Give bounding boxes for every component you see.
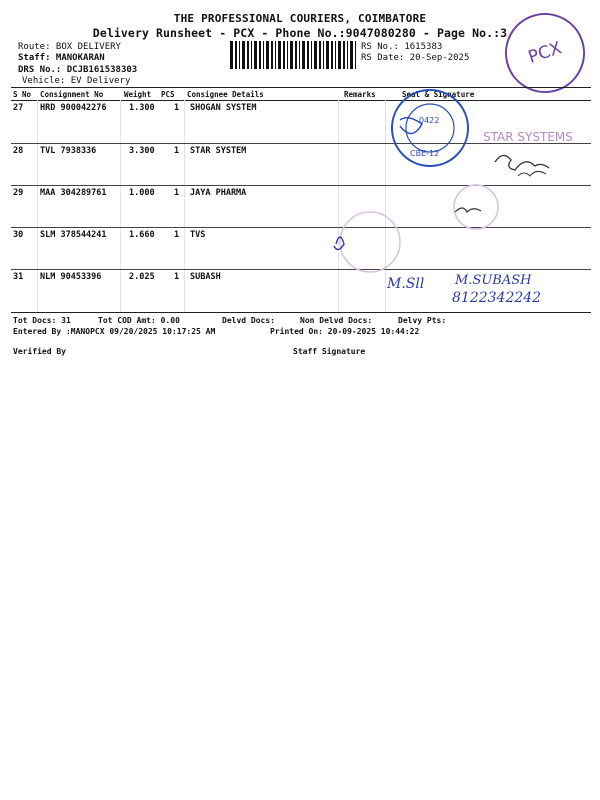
barcode-bar — [251, 41, 252, 69]
row-divider — [11, 269, 591, 270]
barcode-bar — [314, 41, 317, 69]
table-row — [11, 188, 591, 230]
row-consignee: SHOGAN SYSTEM — [190, 103, 257, 113]
barcode-bar — [290, 41, 293, 69]
barcode-bar — [323, 41, 324, 69]
row-consignee: SUBASH — [190, 272, 221, 282]
row-pcs: 1 — [174, 272, 180, 282]
table-header — [11, 88, 591, 100]
barcode-bar — [259, 41, 261, 69]
company-title: THE PROFESSIONAL COURIERS, COIMBATORE — [173, 12, 427, 25]
barcode-bar — [263, 41, 264, 69]
row-sno: 27 — [13, 103, 24, 113]
row-weight: 1.300 — [129, 103, 155, 113]
handwritten-phone: 8122342242 — [452, 290, 542, 306]
table-row — [11, 103, 591, 145]
pcx-stamp: PCX — [495, 3, 596, 104]
barcode-bar — [283, 41, 285, 69]
barcode-bar — [319, 41, 321, 69]
row-weight: 1.000 — [129, 188, 155, 198]
signature-row31-initial: M.Sll — [387, 276, 425, 292]
row-consignment: SLM 378544241 — [40, 230, 107, 240]
seal-code: CBE-12 — [410, 149, 440, 158]
route-label: Route: BOX DELIVERY — [18, 42, 121, 52]
table-row — [11, 146, 591, 188]
total-cod-amount: Tot COD Amt: 0.00 — [98, 316, 180, 325]
barcode-bar — [347, 41, 348, 69]
seal-number: 0422 — [419, 116, 440, 125]
barcode-bar — [302, 41, 305, 69]
barcode-bar — [311, 41, 312, 69]
barcode-bar — [242, 41, 245, 69]
rs-number: RS No.: 1615383 — [361, 42, 443, 52]
barcode-bar — [271, 41, 273, 69]
row-consignment: MAA 304289761 — [40, 188, 107, 198]
col-pcs: PCS — [161, 90, 175, 99]
barcode-bar — [247, 41, 249, 69]
barcode-bar — [235, 41, 237, 69]
star-systems-stamp: STAR SYSTEMS — [483, 130, 573, 144]
col-weight: Weight — [124, 90, 152, 99]
row-pcs: 1 — [174, 103, 180, 113]
barcode-bar — [343, 41, 345, 69]
barcode-bar — [266, 41, 269, 69]
barcode-bar — [275, 41, 276, 69]
rs-date: RS Date: 20-Sep-2025 — [361, 53, 470, 63]
row-divider — [11, 227, 591, 228]
col-consignee: Consignee Details — [187, 90, 264, 99]
col-sno: S No — [13, 90, 32, 99]
row-sno: 31 — [13, 272, 24, 282]
row-consignee: JAYA PHARMA — [190, 188, 247, 198]
row-pcs: 1 — [174, 230, 180, 240]
staff-label: Staff: MANOKARAN — [18, 53, 105, 63]
row-consignee: STAR SYSTEM — [190, 146, 247, 156]
staff-signature-label: Staff Signature — [293, 347, 366, 356]
vehicle-label: Vehicle: EV Delivery — [22, 76, 131, 86]
barcode-bar — [239, 41, 240, 69]
barcode-bar — [254, 41, 257, 69]
row-consignee: TVS — [190, 230, 206, 240]
table-row — [11, 230, 591, 272]
col-seal: Seal & Signature — [402, 90, 475, 99]
barcode-bar — [350, 41, 353, 69]
entered-by: Entered By :MANOPCX 09/20/2025 10:17:25 AM — [13, 327, 216, 336]
table-bottom-rule — [11, 312, 591, 313]
row-divider — [11, 185, 591, 186]
barcode-bar — [326, 41, 329, 69]
table-row — [11, 272, 591, 314]
printed-on: Printed On: 20-09-2025 10:44:22 — [270, 327, 420, 336]
row-consignment: TVL 7938336 — [40, 146, 97, 156]
row-weight: 1.660 — [129, 230, 155, 240]
col-remarks: Remarks — [344, 90, 376, 99]
row-sno: 29 — [13, 188, 24, 198]
barcode-bar — [307, 41, 309, 69]
table-header-rule — [11, 100, 591, 101]
runsheet-subtitle: Delivery Runsheet - PCX - Phone No.:9047080280 - Page No.:3 — [92, 26, 508, 40]
row-pcs: 1 — [174, 146, 180, 156]
drs-label: DRS No.: DCJB161538303 — [18, 65, 138, 75]
barcode-bar — [355, 41, 356, 69]
row-divider — [11, 143, 591, 144]
row-weight: 2.025 — [129, 272, 155, 282]
row-consignment: HRD 900042276 — [40, 103, 107, 113]
delivered-docs: Delvd Docs: — [222, 316, 275, 325]
col-consignment: Consignment No — [40, 90, 104, 99]
handwritten-name: M.SUBASH — [455, 273, 532, 288]
barcode-bar — [331, 41, 333, 69]
total-docs: Tot Docs: 31 — [13, 316, 71, 325]
verified-by-label: Verified By — [13, 347, 66, 356]
delivery-points: Delvy Pts: — [398, 316, 447, 325]
row-sno: 30 — [13, 230, 24, 240]
non-delivered-docs: Non Delvd Docs: — [300, 316, 373, 325]
barcode-bar — [338, 41, 341, 69]
barcode-bar — [230, 41, 233, 69]
row-sno: 28 — [13, 146, 24, 156]
row-pcs: 1 — [174, 188, 180, 198]
barcode-bar — [278, 41, 281, 69]
row-weight: 3.300 — [129, 146, 155, 156]
barcode-bar — [299, 41, 300, 69]
barcode-bar — [295, 41, 297, 69]
barcode-bar — [335, 41, 336, 69]
barcode — [230, 41, 356, 69]
barcode-bar — [287, 41, 288, 69]
row-consignment: NLM 90453396 — [40, 272, 102, 282]
